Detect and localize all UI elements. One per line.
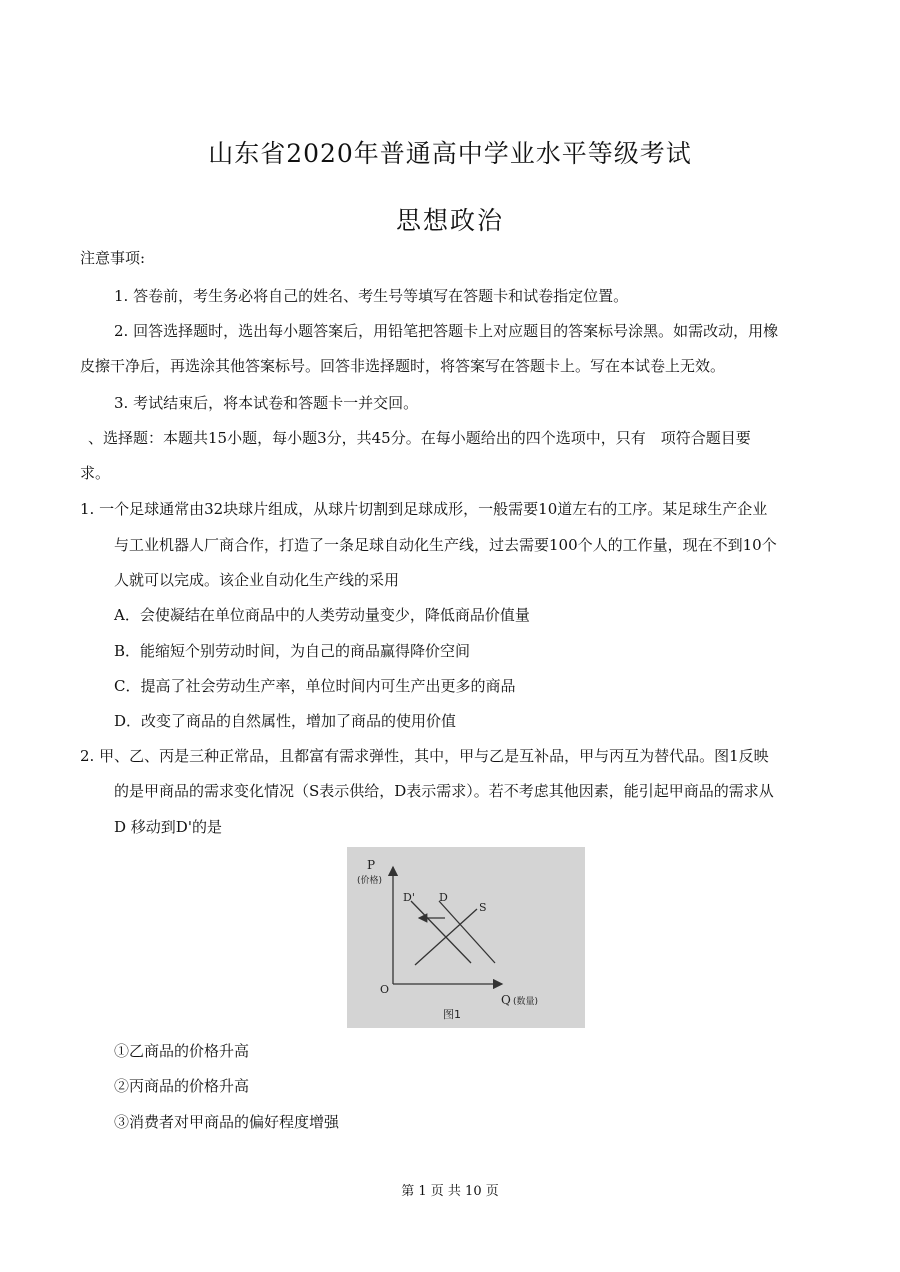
q-axis-label: Q xyxy=(501,993,511,1007)
q1-option-b: B．能缩短个别劳动时间，为自己的商品赢得降价空间 xyxy=(114,642,471,660)
supply-demand-diagram xyxy=(347,847,585,1028)
s-label: S xyxy=(479,901,487,914)
q2-stem-line-1: 2. 甲、乙、丙是三种正常品，且都富有需求弹性，其中，甲与乙是互补品，甲与丙互为替代品。图1反映 xyxy=(80,747,769,765)
notice-item-3: 3. 考试结束后，将本试卷和答题卡一并交回。 xyxy=(114,394,419,412)
notice-heading: 注意事项: xyxy=(80,249,146,267)
p-axis-label: P xyxy=(367,858,376,872)
q1-option-d: D．改变了商品的自然属性，增加了商品的使用价值 xyxy=(114,712,457,730)
demand-curve-d xyxy=(439,901,495,963)
q1-option-c: C．提高了社会劳动生产率，单位时间内可生产出更多的商品 xyxy=(114,677,516,695)
section-instruction: 、选择题：本题共15小题，每小题3分，共45分。在每小题给出的四个选项中，只有 项符合题目要 xyxy=(88,429,751,447)
notice-item-1: 1. 答卷前，考生务必将自己的姓名、考生号等填写在答题卡和试卷指定位置。 xyxy=(114,287,629,305)
notice-item-2-cont: 皮擦干净后，再选涂其他答案标号。回答非选择题时，将答案写在答题卡上。写在本试卷上无效。 xyxy=(80,357,726,375)
d-label: D xyxy=(439,891,448,904)
notice-item-2: 2. 回答选择题时，选出每小题答案后，用铅笔把答题卡上对应题目的答案标号涂黑。如需改动，用橡 xyxy=(114,322,779,340)
q2-option-3: ③消费者对甲商品的偏好程度增强 xyxy=(114,1113,340,1131)
figure-supply-demand xyxy=(347,847,585,1028)
figure-caption: 图1 xyxy=(443,1008,461,1021)
q1-stem-line-1: 1. 一个足球通常由32块球片组成，从球片切割到足球成形，一般需要10道左右的工序。某足球生产企业 xyxy=(80,500,768,518)
q2-stem-line-3: D 移动到D'的是 xyxy=(114,818,222,836)
q2-option-1: ①乙商品的价格升高 xyxy=(114,1042,250,1060)
q2-option-2: ②丙商品的价格升高 xyxy=(114,1077,250,1095)
q1-stem-line-3: 人就可以完成。该企业自动化生产线的采用 xyxy=(114,571,400,589)
q1-stem-line-2: 与工业机器人厂商合作，打造了一条足球自动化生产线，过去需要100个人的工作量，现在不到10个 xyxy=(114,536,777,554)
q1-option-a: A．会使凝结在单位商品中的人类劳动量变少，降低商品价值量 xyxy=(114,606,530,624)
exam-title: 山东省2020年普通高中学业水平等级考试 xyxy=(208,139,692,168)
section-instruction-cont: 求。 xyxy=(80,464,111,482)
q-axis-unit: (数量) xyxy=(513,997,539,1007)
demand-curve-d-prime xyxy=(411,901,471,963)
exam-subject: 思想政治 xyxy=(395,206,504,235)
q2-stem-line-2: 的是甲商品的需求变化情况（S表示供给，D表示需求）。若不考虑其他因素，能引起甲商品的需求从 xyxy=(114,782,774,800)
p-axis-unit: (价格) xyxy=(357,876,383,886)
page-footer: 第 1 页 共 10 页 xyxy=(401,1184,499,1199)
d-prime-label: D' xyxy=(403,891,415,904)
origin-label: O xyxy=(380,983,390,996)
